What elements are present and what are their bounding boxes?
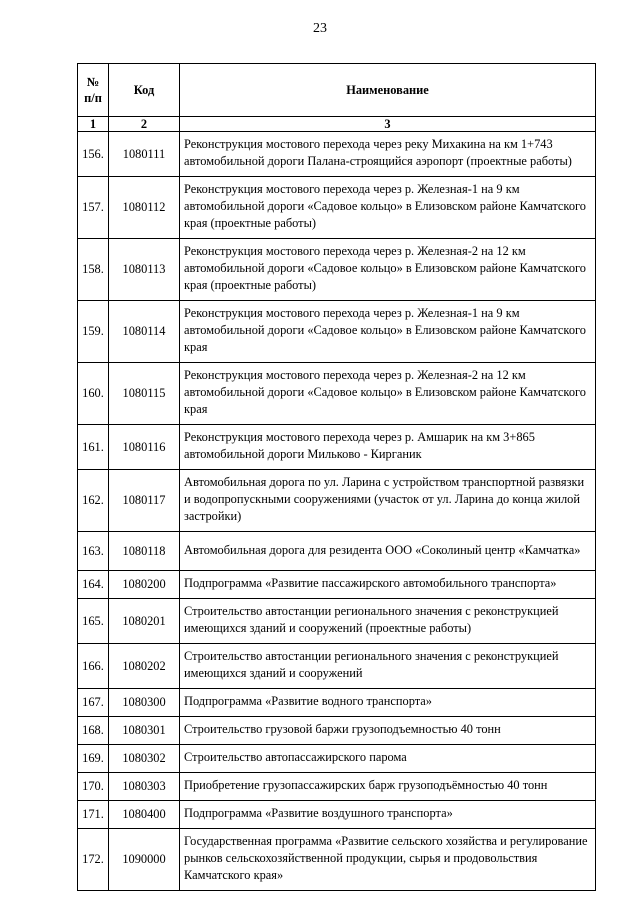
row-name: Приобретение грузопассажирских барж грузоподъёмностью 40 тонн xyxy=(180,773,596,801)
row-name: Строительство автопассажирского парома xyxy=(180,745,596,773)
row-code: 1080114 xyxy=(109,301,180,363)
row-name: Реконструкция мостового перехода через р. Амшарик на км 3+865 автомобильной дороги Мильково - Кирганик xyxy=(180,425,596,470)
table-row xyxy=(78,301,596,363)
header-name: Наименование xyxy=(180,64,596,117)
row-name: Строительство автостанции регионального значения с реконструкцией имеющихся зданий и сооружений xyxy=(180,644,596,689)
row-code: 1080116 xyxy=(109,425,180,470)
table-row xyxy=(78,177,596,239)
row-number: 161. xyxy=(78,425,109,470)
header-code: Код xyxy=(109,64,180,117)
row-name: Реконструкция мостового перехода через р. Железная-1 на 9 км автомобильной дороги «Садовое кольцо» в Елизовском районе Камчатского края (проектные работы) xyxy=(180,177,596,239)
column-number-1: 1 xyxy=(78,117,109,132)
table-row xyxy=(78,425,596,470)
table-row xyxy=(78,571,596,599)
page-number: 23 xyxy=(313,21,327,36)
row-number: 162. xyxy=(78,470,109,532)
row-number: 168. xyxy=(78,717,109,745)
row-number: 171. xyxy=(78,801,109,829)
table-row xyxy=(78,689,596,717)
row-code: 1080400 xyxy=(109,801,180,829)
row-name: Подпрограмма «Развитие воздушного транспорта» xyxy=(180,801,596,829)
row-name: Реконструкция мостового перехода через р. Железная-1 на 9 км автомобильной дороги «Садовое кольцо» в Елизовском районе Камчатского края xyxy=(180,301,596,363)
table-row xyxy=(78,773,596,801)
row-code: 1090000 xyxy=(109,829,180,891)
header-number: № п/п xyxy=(78,64,109,117)
table-row xyxy=(78,801,596,829)
table-row xyxy=(78,829,596,891)
row-number: 172. xyxy=(78,829,109,891)
document-table xyxy=(77,63,596,891)
table-header-row xyxy=(78,64,596,117)
table-row xyxy=(78,132,596,177)
row-code: 1080113 xyxy=(109,239,180,301)
row-name: Подпрограмма «Развитие пассажирского автомобильного транспорта» xyxy=(180,571,596,599)
table-row xyxy=(78,239,596,301)
row-name: Автомобильная дорога для резидента ООО «Соколиный центр «Камчатка» xyxy=(180,532,596,571)
row-code: 1080201 xyxy=(109,599,180,644)
row-code: 1080303 xyxy=(109,773,180,801)
table-row xyxy=(78,532,596,571)
table-row xyxy=(78,363,596,425)
row-code: 1080200 xyxy=(109,571,180,599)
row-number: 157. xyxy=(78,177,109,239)
row-code: 1080117 xyxy=(109,470,180,532)
row-name: Реконструкция мостового перехода через р. Железная-2 на 12 км автомобильной дороги «Садовое кольцо» в Елизовском районе Камчатского края (проектные работы) xyxy=(180,239,596,301)
row-number: 170. xyxy=(78,773,109,801)
table-row xyxy=(78,470,596,532)
row-name: Подпрограмма «Развитие водного транспорта» xyxy=(180,689,596,717)
table-row xyxy=(78,644,596,689)
row-code: 1080302 xyxy=(109,745,180,773)
row-number: 167. xyxy=(78,689,109,717)
column-number-2: 2 xyxy=(109,117,180,132)
column-number-3: 3 xyxy=(180,117,596,132)
row-name: Строительство грузовой баржи грузоподъемностью 40 тонн xyxy=(180,717,596,745)
table-row xyxy=(78,745,596,773)
row-code: 1080115 xyxy=(109,363,180,425)
row-code: 1080111 xyxy=(109,132,180,177)
row-number: 163. xyxy=(78,532,109,571)
row-name: Реконструкция мостового перехода через реку Михакина на км 1+743 автомобильной дороги Палана-строящийся аэропорт (проектные работы) xyxy=(180,132,596,177)
row-code: 1080112 xyxy=(109,177,180,239)
row-code: 1080202 xyxy=(109,644,180,689)
row-name: Реконструкция мостового перехода через р. Железная-2 на 12 км автомобильной дороги «Садовое кольцо» в Елизовском районе Камчатского края xyxy=(180,363,596,425)
row-name: Автомобильная дорога по ул. Ларина с устройством транспортной развязки и водопропускными сооружениями (участок от ул. Ларина до конца жилой застройки) xyxy=(180,470,596,532)
row-name: Строительство автостанции регионального значения с реконструкцией имеющихся зданий и сооружений (проектные работы) xyxy=(180,599,596,644)
table-row xyxy=(78,599,596,644)
row-number: 169. xyxy=(78,745,109,773)
row-code: 1080300 xyxy=(109,689,180,717)
row-number: 160. xyxy=(78,363,109,425)
row-name: Государственная программа «Развитие сельского хозяйства и регулирование рынков сельскохозяйственной продукции, сырья и продовольствия Камчатского края» xyxy=(180,829,596,891)
row-number: 164. xyxy=(78,571,109,599)
row-code: 1080118 xyxy=(109,532,180,571)
row-number: 159. xyxy=(78,301,109,363)
row-number: 158. xyxy=(78,239,109,301)
column-number-row xyxy=(78,117,596,132)
table-row xyxy=(78,717,596,745)
row-number: 166. xyxy=(78,644,109,689)
row-code: 1080301 xyxy=(109,717,180,745)
row-number: 156. xyxy=(78,132,109,177)
row-number: 165. xyxy=(78,599,109,644)
